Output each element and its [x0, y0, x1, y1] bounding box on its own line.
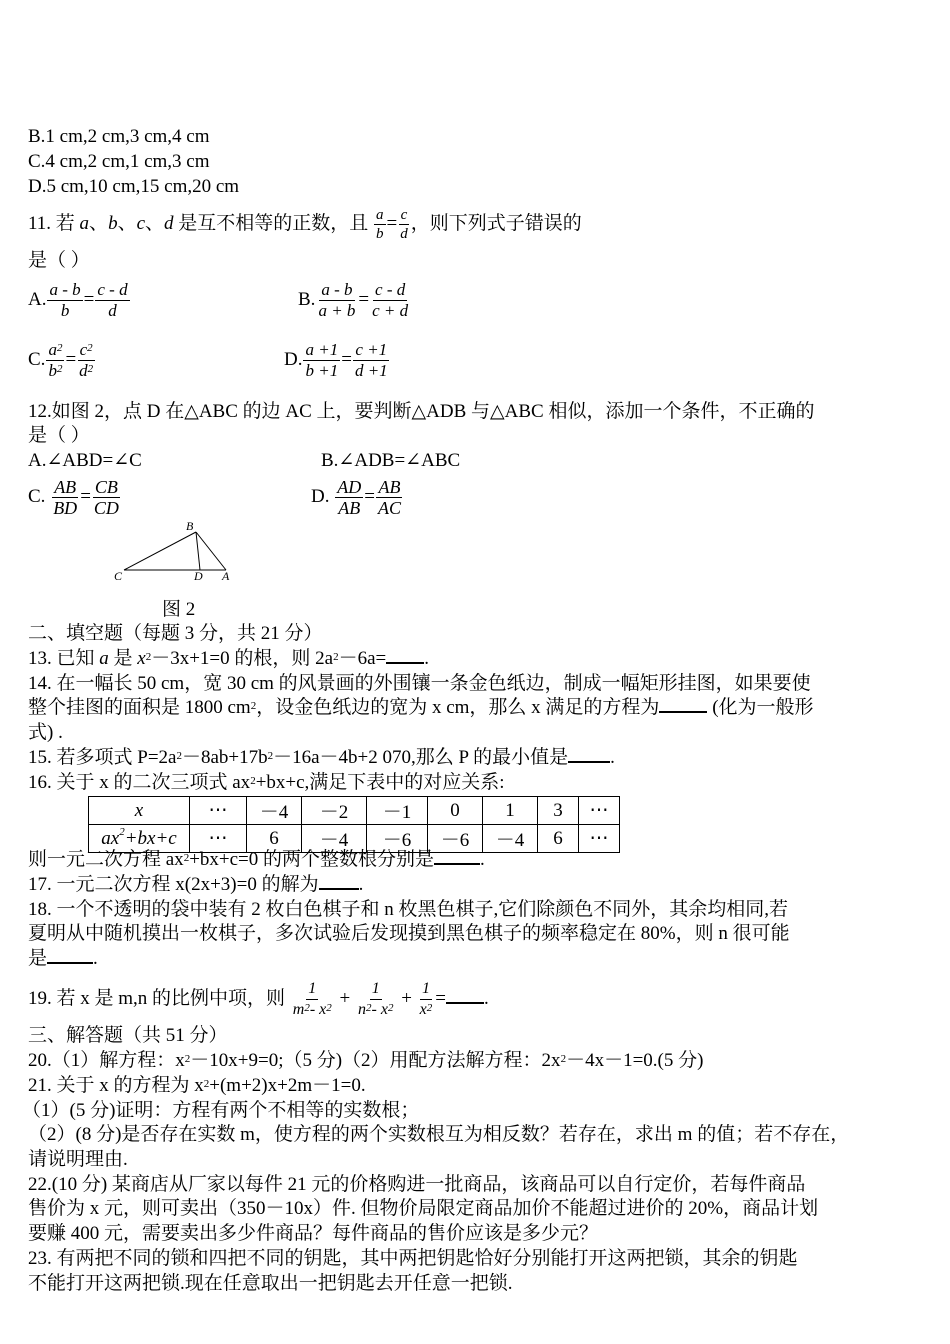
q14-line1: 14. 在一幅长 50 cm，宽 30 cm 的风景画的外围镶一条金色纸边，制成一幅矩形挂图，如果要使	[28, 673, 811, 694]
q16-answer-blank[interactable]	[434, 848, 480, 865]
q22-line2: 售价为 x 元，则可卖出（350－10x）件. 但物价局限定商品加价不能超过进价的 20%，商品计划	[28, 1198, 819, 1219]
table-cell: －6	[367, 825, 428, 853]
q18-line1: 18. 一个不透明的袋中装有 2 枚白色棋子和 n 枚黑色棋子,它们除颜色不同外，其余均相同,若	[28, 899, 789, 920]
table-cell: ⋯	[190, 797, 247, 825]
q12-stem: 12.如图 2，点 D 在△ABC 的边 AC 上，要判断△ADB 与△ABC 相似，添加一个条件，不正确的	[28, 401, 815, 422]
q21-stem: 21. 关于 x 的方程为 $x^2+(m+2)x+2m-1=0$.	[28, 1075, 366, 1096]
table-cell: 1	[483, 797, 538, 825]
q13: 13. 已知 a 是 $x^2-3x+1=0$ 的根，则 $2a^2-6a=$ .	[28, 648, 429, 669]
q22-line3: 要赚 400 元，需要卖出多少件商品？每件商品的售价应该是多少元？	[28, 1223, 599, 1244]
figure-caption: 图 2	[162, 599, 196, 620]
q20: 20.（1）解方程：$x^2-10x+9=0;(5$ 分)（2）用配方法解方程：$2x^2-4x-1=0.(5$ 分)	[28, 1050, 704, 1071]
table-cell: 3	[538, 797, 579, 825]
q14-line3: 式) .	[28, 722, 63, 743]
table-cell: 6	[538, 825, 579, 853]
q18-line3: 是 .	[28, 948, 98, 969]
point-d-label: D	[194, 569, 203, 583]
table-cell: －2	[302, 797, 367, 825]
edge-cb	[124, 532, 196, 570]
q12-option-c: C. $\frac{AB}{BD}$ = $\frac{CB}{CD}$	[28, 477, 119, 519]
q17-answer-blank[interactable]	[319, 873, 359, 890]
q11-condition-left: $\frac{a}{b}$	[376, 207, 384, 243]
section-3-title: 三、解答题（共 51 分）	[28, 1025, 228, 1046]
q19: 19. 若 x 是 m,n 的比例中项，则 $\frac{1}{m^2- x^2}$ + $\frac{1}{n^2- x^2}$ + $\frac{1}{x^2}$ = .	[28, 980, 489, 1019]
q16-question: 则一元二次方程 $ax^2+bx+c=0$ 的两个整数根分别是 .	[28, 849, 485, 870]
section-2-title: 二、填空题（每题 3 分，共 21 分）	[28, 623, 323, 644]
q11-option-d: D. $\frac{a +1}{b +1}$ = $\frac{c +1}{d +1}$	[284, 340, 388, 381]
q23-line1: 23. 有两把不同的锁和四把不同的钥匙，其中两把钥匙恰好分别能打开这两把锁，其余的钥匙	[28, 1248, 798, 1269]
q11-option-a: A. $\frac{a - b}{b}$ = $\frac{c - d}{d}$	[28, 280, 128, 321]
point-b-label: B	[186, 519, 194, 533]
q19-answer-blank[interactable]	[446, 987, 484, 1004]
table-cell: －4	[483, 825, 538, 853]
q12-option-b: B.∠ADB=∠ABC	[321, 450, 461, 471]
q16-stem: 16. 关于 x 的二次三项式 $ax^2+bx+c$,满足下表中的对应关系:	[28, 772, 505, 793]
q11-option-b: B. $\frac{a - b}{a + b}$ = $\frac{c - d}{c + d}$	[298, 280, 409, 321]
q17: 17. 一元二次方程 x(2x+3)=0 的解为 .	[28, 874, 364, 895]
q10-option-d: D.5 cm,10 cm,15 cm,20 cm	[28, 176, 240, 197]
q21-part2-line2: 请说明理由.	[28, 1149, 128, 1170]
table-cell: x	[89, 797, 190, 825]
q22-line1: 22.(10 分) 某商店从厂家以每件 21 元的价格购进一批商品，该商品可以自行定价，若每件商品	[28, 1174, 806, 1195]
table-cell: 6	[247, 825, 302, 853]
q11-stem: 11. 若 a、b、c、d 是互不相等的正数，且 $\frac{a}{b}$ = $\frac{c}{d}$ ，则下列式子错误的	[28, 207, 582, 243]
q11-stem-line2: 是（ ）	[28, 250, 90, 271]
q12-option-a: A.∠ABD=∠C	[28, 450, 142, 471]
q18-answer-blank[interactable]	[47, 947, 93, 964]
q14-answer-blank[interactable]	[659, 696, 707, 713]
q14-line2: 整个挂图的面积是 1800 $cm^2$，设金色纸边的宽为 x cm，那么 x 满足的方程为 (化为一般形	[28, 697, 814, 718]
q10-option-b: B.1 cm,2 cm,3 cm,4 cm	[28, 126, 210, 147]
triangle-figure	[110, 518, 240, 586]
q16-value-table	[88, 796, 620, 853]
table-cell: ⋯	[190, 825, 247, 853]
q13-answer-blank[interactable]	[386, 647, 424, 664]
point-c-label: C	[114, 569, 123, 583]
table-cell: －4	[247, 797, 302, 825]
table-cell: 0	[428, 797, 483, 825]
q15-answer-blank[interactable]	[568, 746, 610, 763]
q21-part1: （1）(5 分)证明：方程有两个不相等的实数根；	[22, 1100, 420, 1121]
edge-bd	[196, 532, 200, 570]
table-cell: －4	[302, 825, 367, 853]
q23-line2: 不能打开这两把锁.现在任意取出一把钥匙去开任意一把锁.	[28, 1273, 513, 1294]
q11-option-c: C. $\frac{a^2}{b^2}$ = $\frac{c^2}{d^2}$	[28, 340, 94, 381]
q12-stem-line2: 是（ ）	[28, 425, 90, 446]
q21-part2: （2）(8 分)是否存在实数 m，使方程的两个实数根互为相反数？若存在，求出 m 的值；若不存在，	[28, 1124, 850, 1145]
table-cell: －6	[428, 825, 483, 853]
point-a-label: A	[222, 569, 230, 583]
q18-line2: 夏明从中随机摸出一枚棋子，多次试验后发现摸到黑色棋子的频率稳定在 80%，则 n 很可能	[28, 923, 790, 944]
table-row	[89, 797, 620, 825]
q12-option-d: D. $\frac{AD}{AB}$ = $\frac{AB}{AC}$	[311, 477, 401, 519]
q11-condition-right: $\frac{c}{d}$	[400, 207, 408, 243]
table-cell: ⋯	[579, 825, 620, 853]
table-cell: ⋯	[579, 797, 620, 825]
q10-option-c: C.4 cm,2 cm,1 cm,3 cm	[28, 151, 210, 172]
q15: 15. 若多项式 $P=2a^2-8ab+17b^2-16a-4b+2$ 070,那么 P 的最小值是 .	[28, 747, 615, 768]
table-cell: －1	[367, 797, 428, 825]
table-cell: $ax^2+bx+c$	[89, 825, 190, 853]
edge-ba	[196, 532, 226, 570]
